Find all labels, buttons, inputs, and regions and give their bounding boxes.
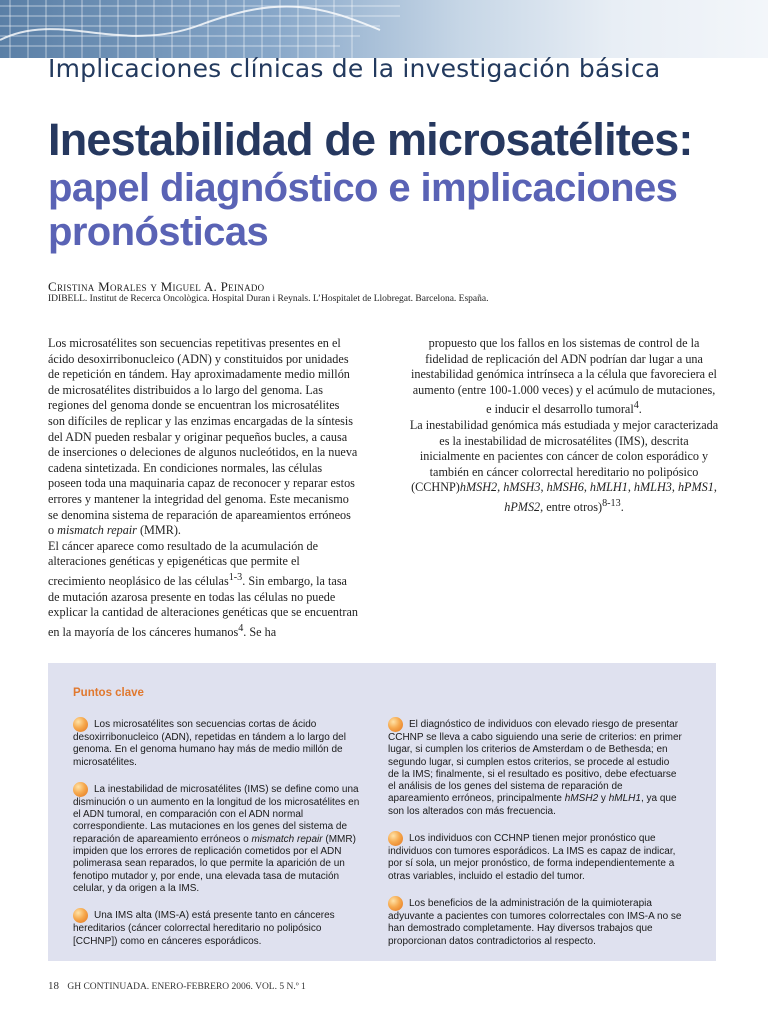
separator: ,	[713, 480, 717, 495]
separator: ,	[627, 480, 634, 495]
key-point-text: , ya que son los alterados con más frecuencia.	[388, 793, 677, 817]
citation-ref: 8-13	[602, 498, 621, 509]
section-header: Implicaciones clínicas de la investigación básica	[48, 54, 661, 83]
key-points-column-right	[388, 717, 683, 961]
key-point	[73, 782, 368, 895]
key-point	[73, 908, 368, 948]
key-point-text: Una IMS alta (IMS-A) está presente tanto en cánceres hereditarios (cáncer colorrectal hereditario no polipósico [CCHNP]) como en cánceres esporádicos.	[73, 910, 335, 947]
body-paragraph	[409, 418, 719, 516]
body-text: (MMR).	[139, 523, 181, 538]
affiliation: IDIBELL. Institut de Recerca Oncològica. Hospital Duran i Reynals. L’Hospitalet de Llobregat. Barcelona. España.	[48, 294, 489, 304]
orange-bullet-icon	[73, 908, 88, 923]
header-banner	[0, 0, 768, 58]
graph-paper-decoration	[0, 0, 768, 58]
citation-ref: 1-3	[228, 571, 243, 583]
key-point-text: (MMR) impiden que los errores de replicación cometidos por el ADN polimerasa sean reparados, lo que permite la aparición de un fenotipo mutador y, por ende, una elevada tasa de mutación celular, y da origen a la IMS.	[73, 833, 356, 894]
gene-name: hMSH2	[459, 480, 498, 495]
key-point	[73, 717, 368, 769]
article-title-subtitle: papel diagnóstico e implicaciones pronósticas	[48, 166, 678, 254]
orange-bullet-icon	[388, 896, 403, 911]
gene-name: hMLH3	[633, 480, 672, 495]
body-paragraph	[409, 336, 719, 418]
key-point-text: Los beneficios de la administración de la quimioterapia adyuvante a pacientes con tumores colorrectales con IMS-A no se han demostrado completamente. Hay diversos trabajos que proporcionan datos contradictorios al respecto.	[388, 897, 682, 947]
body-text: . Sin embargo, la tasa de mutación azarosa presente en todas las células no puede explicar la cantidad de alteraciones genéticas que se encuentran en la mayoría de los cánceres humanos	[48, 573, 358, 639]
key-point-text: Los individuos con CCHNP tienen mejor pronóstico que individuos con tumores esporádicos. La IMS es capaz de indicar, por sí sola, un mejor pronóstico, de forma independientemente a otras variables, incluido el estadio del tumor.	[388, 833, 676, 882]
key-points-title: Puntos clave	[73, 687, 144, 699]
key-point-text: La inestabilidad de microsatélites (IMS) se define como una disminución o un aumento en la longitud de los microsatélites en el ADN tumoral, en comparación con el ADN normal correspondiente. Las mutaciones en los genes del sistema de reparación de apareamiento erróneos o	[73, 783, 360, 845]
separator: ,	[497, 480, 504, 495]
key-points-box	[48, 663, 716, 961]
journal-citation: GH CONTINUADA. ENERO-FEBRERO 2006. VOL. 5 N.º 1	[67, 982, 306, 992]
gene-name: hMSH2	[564, 793, 599, 805]
body-text: , entre otros)	[540, 500, 603, 515]
key-point-text: Los microsatélites son secuencias cortas de ácido desoxirribonucleico (ADN), repetidas en tándem a lo largo del genoma. En el genoma humano hay más de medio millón de microsatélites.	[73, 719, 346, 768]
body-column-right	[409, 336, 719, 516]
body-column-left	[48, 336, 358, 640]
key-points-column-left	[73, 717, 368, 961]
body-text: La inestabilidad genómica más estudiada y mejor caracterizada es la inestabilidad de microsatélites (IMS), descrita inicialmente en pacientes con cáncer de colon esporádico y también en cáncer colorrectal hereditario no polipósico (CCHNP)	[409, 418, 719, 495]
separator: ,	[583, 480, 590, 495]
orange-bullet-icon	[73, 717, 88, 732]
orange-bullet-icon	[388, 831, 403, 846]
page-footer	[48, 980, 306, 992]
body-paragraph	[48, 336, 358, 539]
body-text: propuesto que los fallos en los sistemas de control de la fidelidad de replicación del ADN podrían dar lugar a una inestabilidad genómica intrínseca a la célula que favoreciera el aumento (entre 100-1.000 veces) y el acúmulo de mutaciones, e inducir el desarrollo tumoral	[411, 336, 717, 417]
key-point	[388, 717, 683, 818]
orange-bullet-icon	[73, 782, 88, 797]
body-text: .	[620, 500, 624, 515]
citation-ref: 4	[633, 400, 639, 412]
key-point	[388, 831, 683, 883]
orange-bullet-icon	[388, 717, 403, 732]
gene-name: hMLH1	[589, 480, 628, 495]
key-point-text: El diagnóstico de individuos con elevado riesgo de presentar CCHNP se lleva a cabo siguiendo una serie de criterios: en primer lugar, si cumplen los criterios de Amsterdam o de Bethesda; en segundo lugar, si cumplen estos criterios, se procede al estudio de la IMS; finalmente, si el resultado es positivo, debe efectuarse el análisis de los genes del sistema de reparación de apareamiento erróneos, principalmente	[388, 719, 682, 805]
key-point-text: y	[600, 793, 606, 805]
page-number: 18	[48, 980, 59, 992]
separator: ,	[671, 480, 678, 495]
body-text: .	[638, 402, 642, 417]
body-text: . Se ha	[243, 624, 277, 639]
body-text: Los microsatélites son secuencias repetitivas presentes en el ácido desoxirribonucleico (ADN) y constituidos por unidades de repetición en tándem. Hay aproximadamente medio millón de microsatélites distribuidos a lo largo del genoma. Las regiones del genoma donde se encuentran los microsatélites son difíciles de replicar y las enzimas encargadas de la síntesis del ADN pueden resbalar y originar pequeños bucles, a causa de inserciones o deleciones de algunos nucleótidos, en la nueva cadena sintetizada. En condiciones normales, las células poseen toda una maquinaria capaz de reconocer y reparar estos errores y mantener la integridad del genoma. Este mecanismo se denomina sistema de reparación de apareamientos erróneos o	[48, 336, 358, 538]
authors: Cristina Morales y Miguel A. Peinado	[48, 279, 265, 294]
italic-term: mismatch repair	[251, 833, 323, 845]
gene-name: hMSH6	[546, 480, 584, 495]
citation-ref: 4	[238, 622, 244, 634]
gene-name: hPMS1	[677, 480, 714, 495]
italic-term: mismatch repair	[57, 523, 137, 538]
gene-name: hMLH1	[608, 793, 641, 805]
body-text: El cáncer aparece como resultado de la acumulación de alteraciones genéticas y epigenéticas que permite el crecimiento neoplásico de las células	[48, 538, 319, 588]
body-paragraph	[48, 539, 358, 641]
gene-name: hPMS2	[504, 500, 541, 515]
key-point	[388, 896, 683, 948]
article-title-main: Inestabilidad de microsatélites:	[48, 114, 693, 165]
gene-name: hMSH3	[503, 480, 541, 495]
separator: ,	[540, 480, 547, 495]
